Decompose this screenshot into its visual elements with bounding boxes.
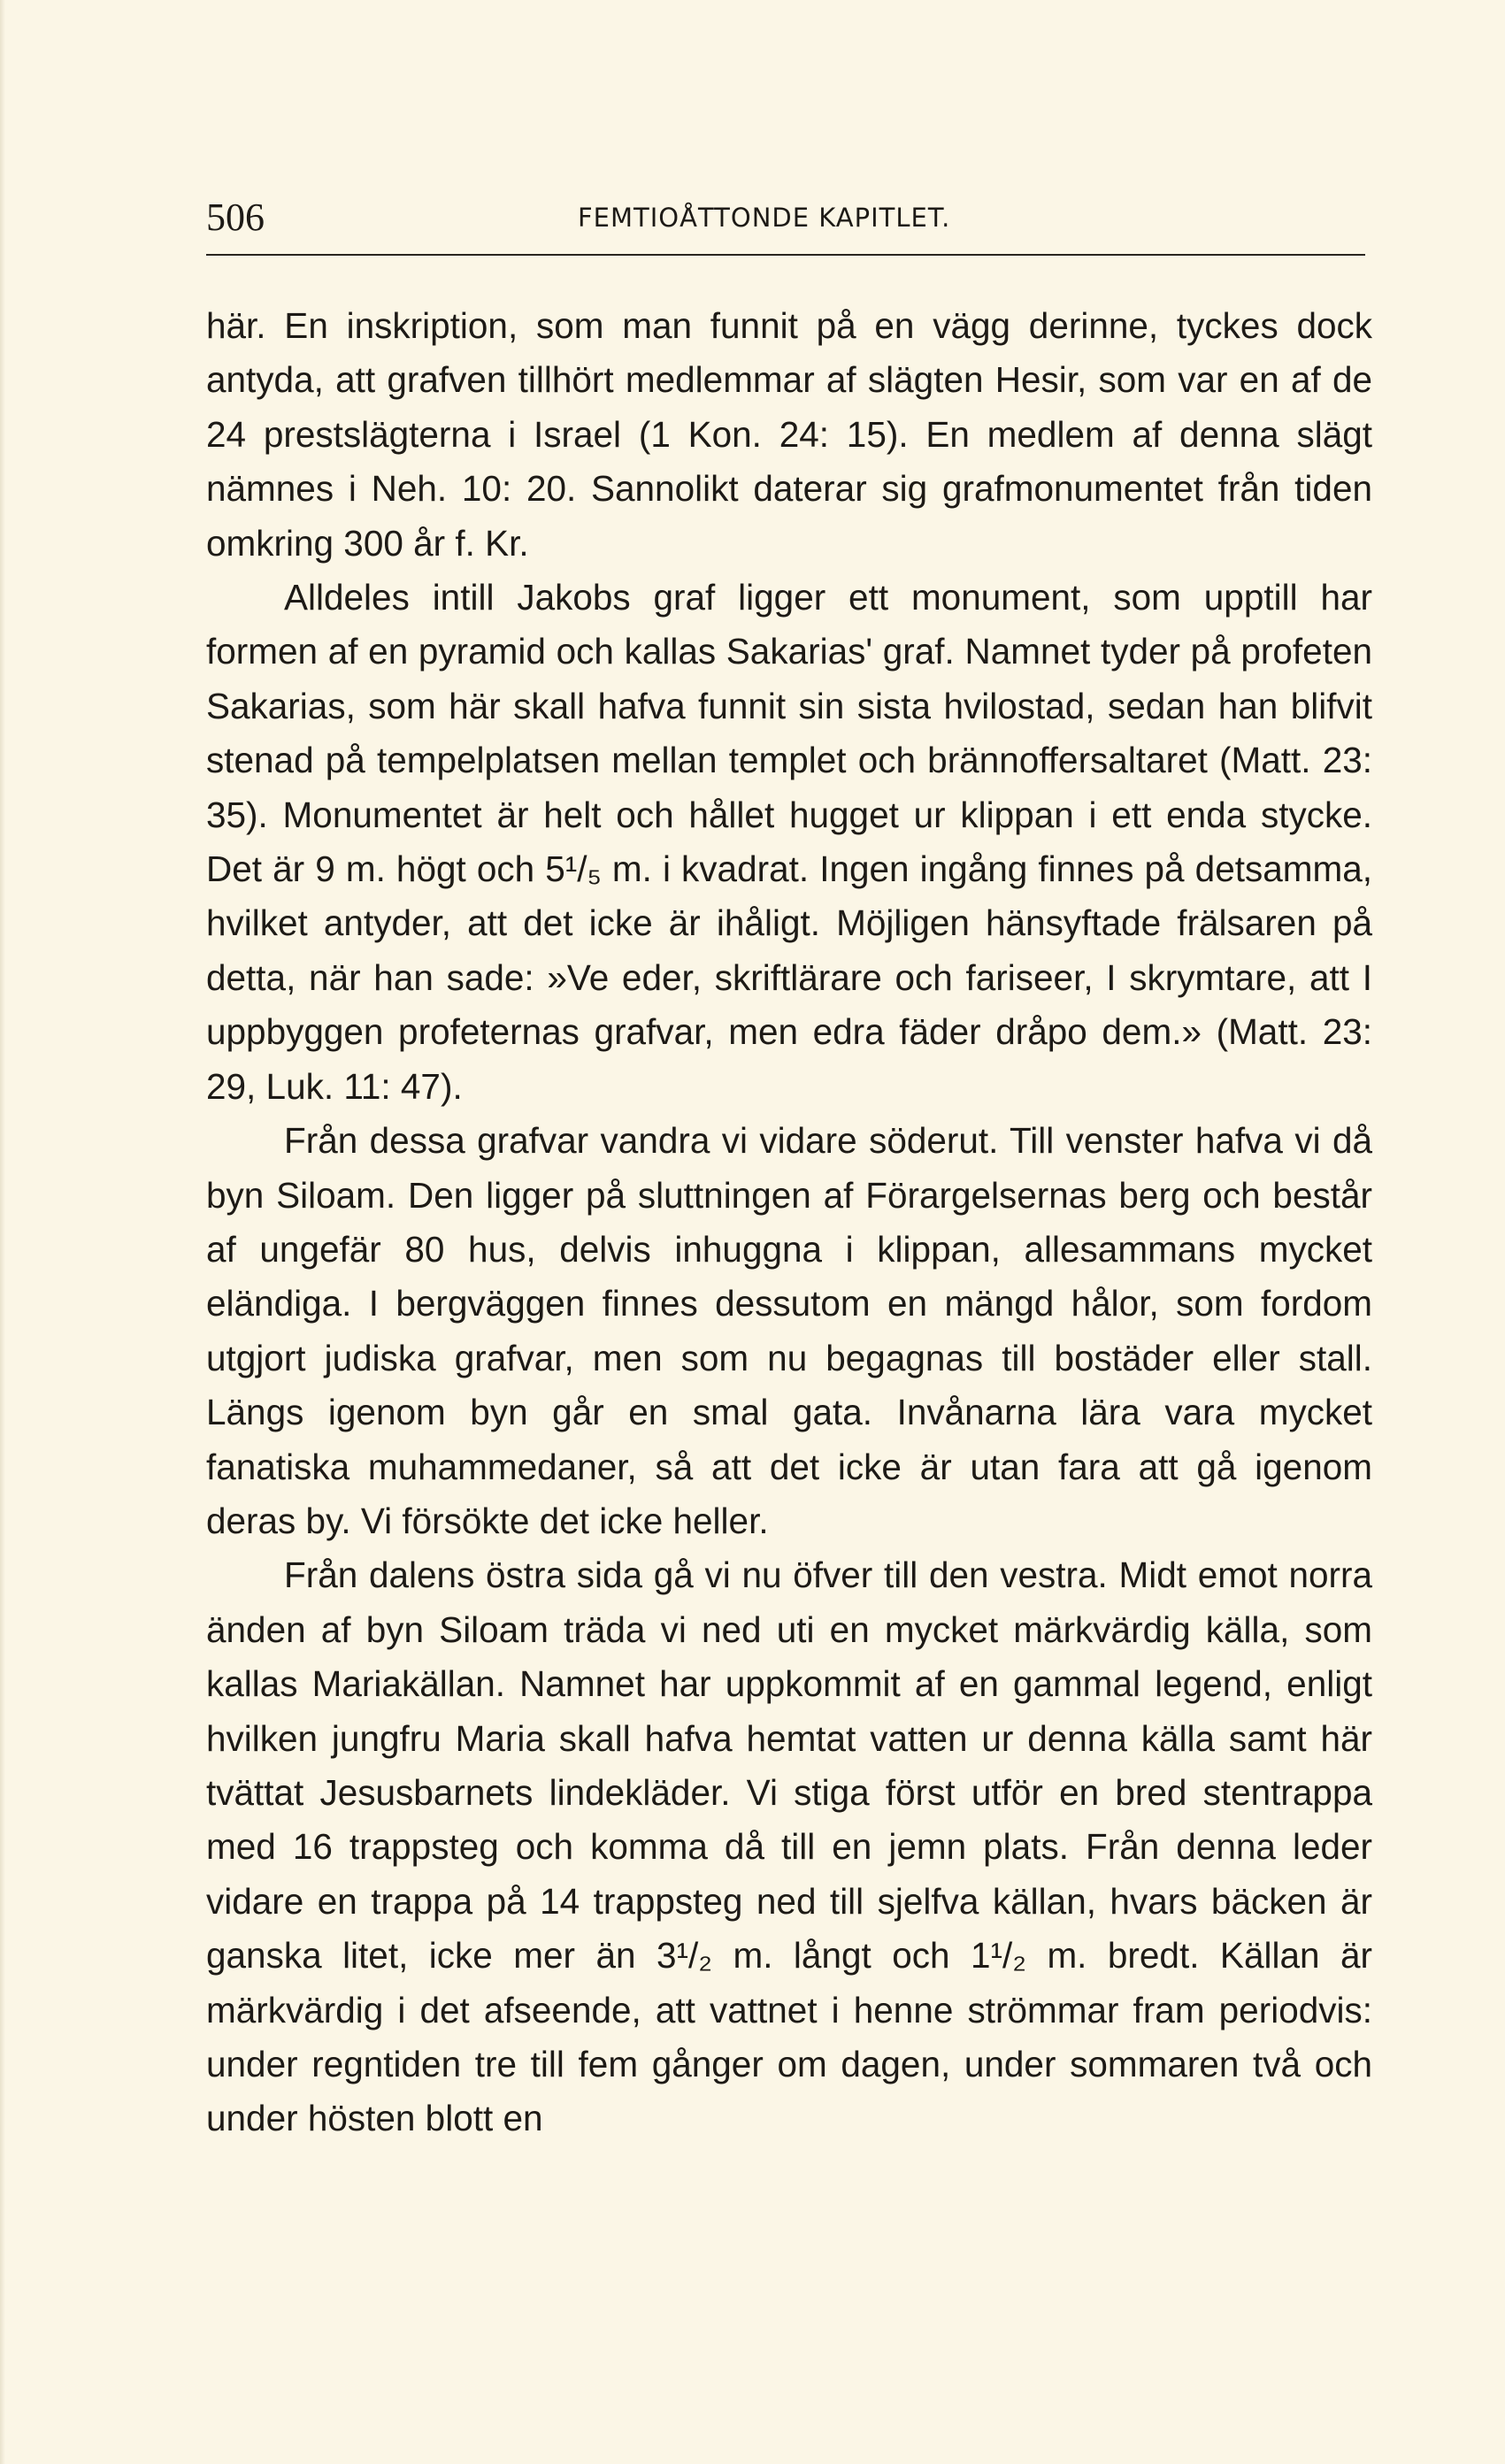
page-header <box>206 195 1365 248</box>
paragraph: här. En inskription, som man funnit på en vägg derinne, tyckes dock antyda, att grafven tillhört medlemmar af slägten Hesir, som var en af de 24 prestslägterna i Israel (1 Kon. 24: 15). En medlem af denna slägt nämnes i Neh. 10: 20. Sannolikt daterar sig grafmonumentet från tiden omkring 300 år f. Kr. <box>206 305 1372 564</box>
paragraph: Alldeles intill Jakobs graf ligger ett monument, som upptill har formen af en pyramid och kallas Sakarias' graf. Namnet tyder på profeten Sakarias, som här skall hafva funnit sin sista hvilostad, sedan han blifvit stenad på tempelplatsen mellan templet och brännoffersaltaret (Matt. 23: 35). Monumentet är helt och hållet hugget ur klippan i ett enda stycke. Det är 9 m. högt och 5¹/₅ m. i kvadrat. Ingen ingång finnes på detsamma, hvilket antyder, att det icke är ihåligt. Möjligen hänsyftade frälsaren på detta, när han sade: »Ve eder, skriftlärare och fariseer, I skrymtare, att I uppbyggen profeternas grafvar, men edra fäder dråpo dem.» (Matt. 23: 29, Luk. 11: 47). <box>206 577 1372 1107</box>
header-rule <box>206 254 1365 256</box>
paragraph: Från dessa grafvar vandra vi vidare söderut. Till venster hafva vi då byn Siloam. Den ligger på sluttningen af Förargelsernas berg och består af ungefär 80 hus, delvis inhuggna i klippan, allesammans mycket eländiga. I bergväggen finnes dessutom en mängd hålor, som fordom utgjort judiska grafvar, men som nu begagnas till bostäder eller stall. Längs igenom byn går en smal gata. Invånarna lära vara mycket fanatiska muhammedaner, så att det icke är utan fara att gå igenom deras by. Vi försökte det icke heller. <box>206 1120 1372 1541</box>
page-edge <box>0 0 5 2464</box>
paragraph: Från dalens östra sida gå vi nu öfver till den vestra. Midt emot norra änden af byn Siloam träda vi ned uti en mycket märkvärdig källa, som kallas Mariakällan. Namnet har uppkommit af en gammal legend, enligt hvilken jungfru Maria skall hafva hemtat vatten ur denna källa samt här tvättat Jesusbarnets lindekläder. Vi stiga först utför en bred stentrappa med 16 trappsteg och komma då till en jemn plats. Från denna leder vidare en trappa på 14 trappsteg ned till sjelfva källan, hvars bäcken är ganska litet, icke mer än 3¹/₂ m. långt och 1¹/₂ m. bredt. Källan är märkvärdig i det afseende, att vattnet i henne strömmar fram periodvis: under regntiden tre till fem gånger om dagen, under sommaren två och under hösten blott en <box>206 1554 1372 2139</box>
running-head: FEMTIOÅTTONDE KAPITLET. <box>578 203 951 233</box>
body-text <box>206 299 1372 2146</box>
page-number: 506 <box>206 196 265 239</box>
